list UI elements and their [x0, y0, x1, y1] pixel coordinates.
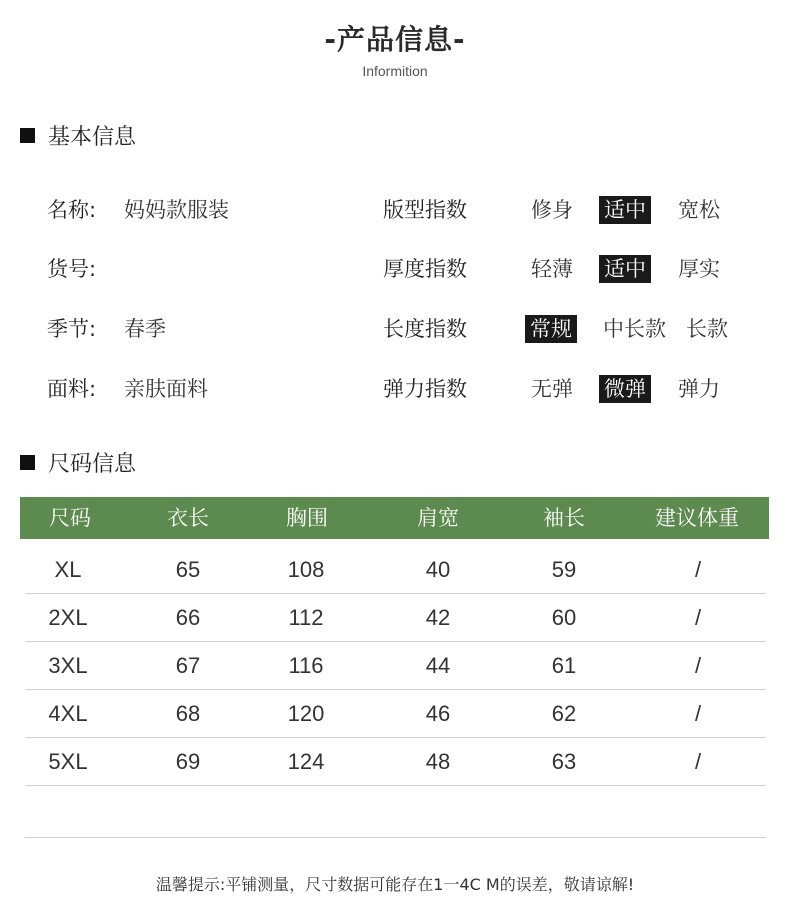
info-value: 春季: [124, 317, 166, 341]
table-cell: 59: [551, 557, 577, 582]
index-option: 中长款: [603, 317, 666, 341]
column-header-length: 衣长: [167, 506, 209, 530]
table-cell: 46: [425, 701, 451, 726]
table-cell: 3XL: [48, 653, 88, 678]
table-cell: 65: [175, 557, 201, 582]
table-cell: 112: [288, 605, 324, 630]
table-cell: /: [694, 557, 702, 582]
column-header-sleeve: 袖长: [543, 506, 585, 530]
table-cell: /: [694, 701, 702, 726]
table-cell: /: [694, 749, 702, 774]
column-header-weight: 建议体重: [655, 506, 739, 530]
section-title-basic: 基本信息: [48, 124, 137, 150]
table-cell: 40: [425, 557, 451, 582]
table-cell: XL: [54, 557, 82, 582]
table-cell: 62: [551, 701, 577, 726]
index-option-selected: 适中: [599, 196, 651, 224]
table-row: [0, 738, 790, 786]
table-row: [0, 642, 790, 690]
table-cell: 69: [175, 749, 201, 774]
index-option: 宽松: [678, 198, 720, 222]
index-option-selected: 微弹: [599, 375, 651, 403]
square-bullet-icon: [20, 455, 35, 470]
table-cell: 120: [287, 701, 325, 726]
column-header-bust: 胸围: [286, 506, 328, 530]
info-key: 货号:: [47, 257, 97, 281]
table-row: [0, 594, 790, 642]
table-cell: 61: [551, 653, 577, 678]
table-cell: 108: [287, 557, 325, 582]
index-option: 修身: [531, 198, 573, 222]
table-cell: /: [694, 605, 702, 630]
table-cell: 2XL: [48, 605, 88, 630]
section-header-basic: [20, 120, 136, 150]
index-option: 厚实: [678, 257, 720, 281]
info-row: [0, 194, 790, 226]
info-row: [0, 253, 790, 285]
index-label: 厚度指数: [383, 257, 467, 281]
index-option-selected: 常规: [525, 315, 577, 343]
table-cell: 63: [551, 749, 577, 774]
info-key: 面料:: [47, 377, 97, 401]
row-divider: [25, 785, 766, 786]
table-cell: 5XL: [48, 749, 88, 774]
page-title: -产品信息-: [324, 23, 466, 56]
column-header-size: 尺码: [49, 506, 91, 530]
table-cell: 67: [175, 653, 201, 678]
footer-note: 温馨提示:平铺测量，尺寸数据可能存在1一4C M的误差，敬请谅解!: [155, 875, 635, 894]
table-cell: 68: [175, 701, 201, 726]
info-value: 亲肤面料: [124, 377, 208, 401]
table-cell: 60: [551, 605, 577, 630]
bottom-divider: [25, 837, 766, 838]
table-cell: 48: [425, 749, 451, 774]
info-key: 季节:: [47, 317, 97, 341]
info-row: [0, 373, 790, 405]
table-cell: 116: [288, 653, 324, 678]
size-table-header: [20, 497, 769, 539]
section-header-size: [20, 447, 136, 477]
index-option-selected: 适中: [599, 255, 651, 283]
index-label: 长度指数: [383, 317, 467, 341]
table-cell: 66: [175, 605, 201, 630]
info-value: 妈妈款服装: [124, 198, 229, 222]
table-cell: 124: [287, 749, 325, 774]
table-cell: /: [694, 653, 702, 678]
column-header-shoulder: 肩宽: [417, 506, 459, 530]
index-label: 弹力指数: [383, 377, 467, 401]
table-cell: 42: [425, 605, 451, 630]
page-subtitle: Informition: [362, 63, 428, 79]
index-option: 弹力: [678, 377, 720, 401]
index-option: 轻薄: [531, 257, 573, 281]
table-cell: 44: [425, 653, 451, 678]
square-bullet-icon: [20, 128, 35, 143]
info-key: 名称:: [47, 198, 97, 222]
section-title-size: 尺码信息: [48, 451, 137, 477]
table-row: [0, 690, 790, 738]
index-option: 长款: [686, 317, 728, 341]
table-row: [0, 546, 790, 594]
index-label: 版型指数: [383, 198, 467, 222]
table-cell: 4XL: [48, 701, 88, 726]
info-row: [0, 313, 790, 345]
index-option: 无弹: [531, 377, 573, 401]
